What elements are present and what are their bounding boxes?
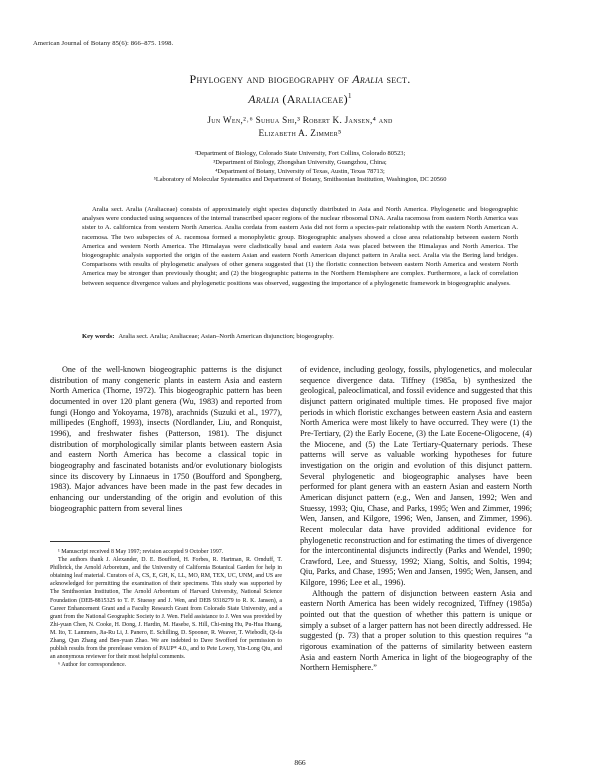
title-line2-genus: Aralia (248, 92, 280, 106)
footnote-1: ¹ Manuscript received 8 May 1997; revision accepted 9 October 1997. (58, 549, 224, 555)
affiliations (60, 150, 540, 185)
paper-title (60, 71, 540, 108)
title-line1-genus: Aralia (352, 72, 384, 86)
authors-line2: Elizabeth A. Zimmer⁵ (258, 128, 342, 138)
affiliation-3: ⁴Department of Botany, University of Texas, Austin, Texas 78713; (215, 167, 385, 175)
body-paragraph: of evidence, including geology, fossils, phylogenetics, and molecular sequence divergence data. Tiffney (1985a, b) synthesized the geological, paleoclimatical, and fossil evidence and suggested that this disjunct pattern originated multiple times. He proposed five major periods in which floristic exchanges between eastern Asia and eastern North America were most likely to have occurred. They were (1) the Pre-Tertiary, (2) the Early Eocene, (3) the Late Eocene-Oligocene, (4) the Miocene, and (5) the Late Tertiary-Quaternary periods. These patterns will serve as valuable working hypotheses for future investigation on the origin and evolution of this disjunct pattern. Several phylogenetic and biogeographic analyses have been performed for plant genera with an eastern Asian and eastern North American disjunct pattern (e.g., Wen and Jansen, 1992; Wen and Stuessy, 1993; Qiu, Chase, and Parks, 1995; Wen and Zimmer, 1996; Wen, Jansen, and Kilgore, 1996; Wen, Jansen, and Zimmer, 1996). Recent molecular data have provided additional evidence for phylogenetic reconstruction and for estimating the times of divergence for the intercontinental disjuncts indirectly (Parks and Wendel, 1990; Crawford, Lee, and Stuessy, 1992; Xiang, Soltis, and Soltis, 1994; Qiu, Parks, and Chase, 1995; Wen and Jansen, 1995; Wen, Jansen, and Kilgore, 1996; Lee et al., 1996). (300, 365, 532, 588)
footnote-acknowledgments: The authors thank J. Alexander, D. E. Boufford, H. Forbes, R. Hartman, R. Ornduff, T. Philbrick, the Arnold Arboretum, and the University of California Botanical Garden for help in obtaining leaf material. Curators of A, CS, E, GH, K, LL, MO, RM, TEX, UC, UNM, and US are acknowledged for permitting the examination of their specimens. This study was supported by The Smithsonian Institution, The Arnold Arboretum of Harvard University, National Science Foundation (DEB-8815325 to T. F. Stuessy and J. Wen, and DEB 9318279 to R. K. Jansen), a Career Enhancement Grant and a Faculty Research Grant from Colorado State University, and a grant from the National Geographic Society to J. Wen. Field assistance to J. Wen was provided by Zhi-yuan Chen, N. Cooke, H. Dong, J. Hardin, M. Hasebe, S. Hill, Chi-ming Hu, Pu-Hua Huang, M. Ito, T. Lammers, Jia-Ru Li, J. Panero, E. Schilling, D. Spooner, R. Weaver, T. Wiebodlt, Qi-fa Zhang, Qun Zhang and Ben-yuan Zhao. We are indebted to Dave Swofford for permission to publish results from the prerelease version of PAUP* 4.0., and to Pete Lowry, Yin-Long Qiu, and an anonymous reviewer for their most helpful comments. (50, 557, 282, 661)
keywords-text: Aralia sect. Aralia; Araliaceae; Asian–North American disjunction; biogeography. (118, 333, 334, 340)
body-column-right (300, 365, 532, 674)
body-paragraph: Although the pattern of disjunction between eastern Asia and eastern North America has been widely recognized, Tiffney (1985a) pointed out that the question of whether this pattern is unique or simply a subset of a larger pattern has not been directly addressed. He suggested (p. 73) that a proper solution to this question requires “a rigorous examination of the patterns of similarity between eastern Asia and eastern North America in light of the biogeography of the Northern Hemisphere.” (300, 588, 532, 673)
authors-line1: Jun Wen,²˒⁶ Suhua Shi,³ Robert K. Jansen,⁴ and (207, 115, 393, 125)
title-line1-c: sect. (383, 72, 411, 86)
title-line1-a: Phylogeny and biogeography of (189, 72, 353, 86)
title-footnote-mark: 1 (347, 92, 352, 100)
title-line2-b: (Araliaceae) (279, 92, 348, 106)
affiliation-2: ³Department of Biology, Zhongshan University, Guangzhou, China; (213, 158, 387, 166)
affiliation-1: ²Department of Biology, Colorado State University, Fort Collins, Colorado 80523; (194, 150, 406, 157)
keywords-label: Key words: (82, 333, 115, 340)
author-list (60, 114, 540, 140)
body-paragraph: One of the well-known biogeographic patterns is the disjunct distribution of many congeneric plants in eastern Asia and eastern North America (Thorne, 1972). This biogeographic pattern has been documented in over 120 plant genera (Wu, 1983) and reported from fungi (Hongo and Yokoyama, 1978), arachnids (Suzuki et al., 1977), millipedes (Enghoff, 1993), insects (Nordlander, Liu, and Ronquist, 1996), and freshwater fishes (Patterson, 1981). The disjunct distribution of morphologically similar plants between eastern Asia and eastern North America has become a classical topic in biogeography and fascinated botanists and/or evolutionary biologists since its discovery by Linnaeus in 1750 (Boufford and Spongberg, 1983). Major advances have been made in the past few decades in enhancing our understanding of the origin and evolution of this biogeographic pattern from several lines (50, 365, 282, 513)
footnote-6: ⁶ Author for correspondence. (58, 662, 127, 669)
affiliation-4: ⁵Laboratory of Molecular Systematics and Department of Botany, Smithsonian Institution, Washington, DC 20560 (153, 176, 447, 184)
keywords (82, 332, 518, 341)
footnotes (50, 548, 282, 669)
abstract: Aralia sect. Aralia (Araliaceae) consists of approximately eight species disjunctly distributed in Asia and North America. Phylogenetic and biogeographic analyses were conducted using sequences of the internal transcribed spacer regions of the nuclear ribosomal DNA. Aralia racemosa from eastern North America was sister to A. californica from western North America. Aralia cordata from eastern Asia did not form a species-pair relationship with the eastern North American A. racemosa. The two subspecies of A. racemosa formed a monophyletic group. Biogeographic analyses showed a close area relationship between eastern North America and western North America. The Himalayas were cladistically basal and eastern Asia was placed between the Himalayas and North America. The biogeographic analysis supported the origin of the eastern Asian and eastern North American disjunct pattern in Aralia sect. Aralia via the Bering land bridges. Comparisons with results of phylogenetic analyses of other genera suggested that (1) the floristic connection between eastern North America and western North America may be stronger than previously thought; and (2) the biogeographic patterns in the Northern Hemisphere are complex. Furthermore, a lack of correlation between sequence divergence values and phylogenetic positions was observed, suggesting the importance of a phylogenetic framework in biogeographic analyses. (82, 206, 518, 287)
page-number: 866 (294, 758, 306, 767)
body-column-left (50, 365, 282, 514)
journal-header: American Journal of Botany 85(6): 866–875. 1998. (33, 40, 174, 47)
footnote-divider (50, 541, 110, 542)
